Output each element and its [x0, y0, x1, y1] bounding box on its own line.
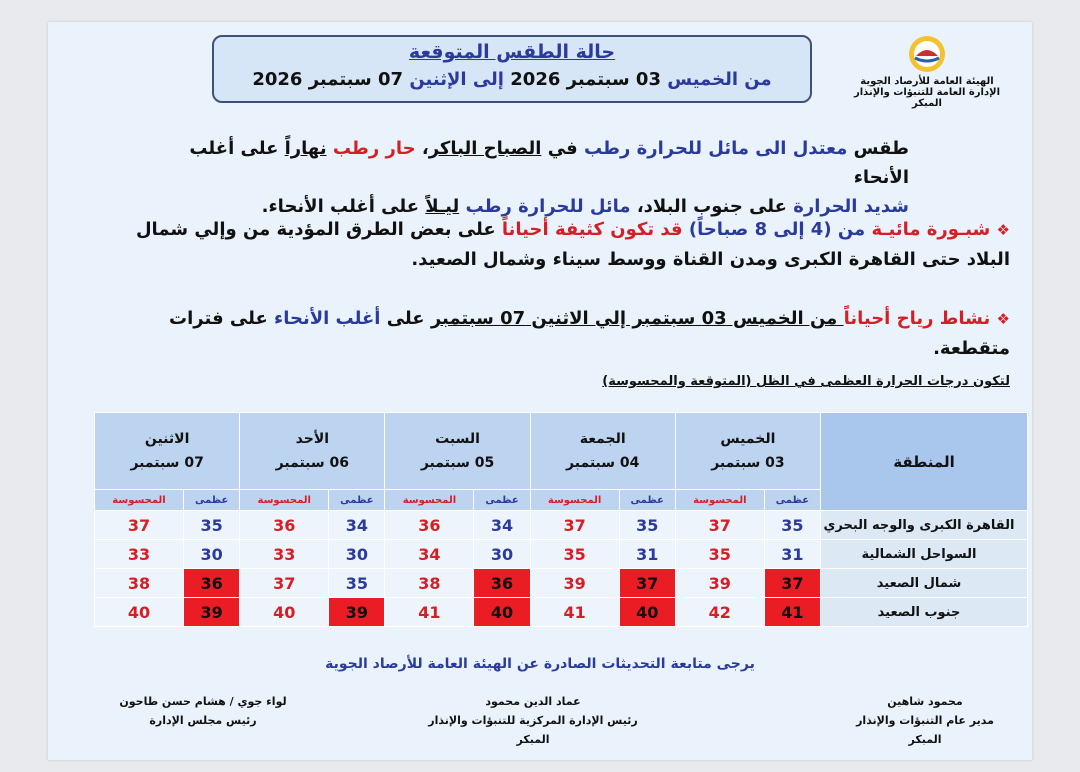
max-cell: 31 [764, 540, 820, 569]
sub-header-max: عظمى [619, 490, 675, 511]
region-header: المنطقة [821, 413, 1028, 511]
max-cell: 40 [619, 598, 675, 627]
table-row [95, 569, 1028, 598]
max-cell: 37 [764, 569, 820, 598]
feel-cell: 36 [385, 511, 474, 540]
feel-cell: 35 [675, 540, 764, 569]
logo-line-2: الإدارة العامة للتنبؤات والإنذار المبكر [853, 87, 1000, 109]
sub-header-max: عظمى [764, 490, 820, 511]
day-header: السبت 05 سبتمبر [385, 413, 530, 490]
forecast-paragraph-1: طقس معتدل الى مائل للحرارة رطب في الصباح الباكر، حار رطب نهاراً على أغلب الأنحاء شديد الحرارة على جنوب البلاد، مائل للحرارة رطب ليـلاً على أغلب الأنحاء. [189, 138, 909, 217]
max-cell: 34 [329, 511, 385, 540]
title-box [212, 35, 812, 103]
table-row [95, 511, 1028, 540]
signature-block: عماد الدين محمود رئيس الإدارة المركزية للتنبؤات والإنذار المبكر [428, 695, 638, 746]
region-cell: القاهرة الكبرى والوجه البحري [821, 511, 1028, 540]
day-header: الأحد 06 سبتمبر [240, 413, 385, 490]
max-cell: 30 [474, 540, 530, 569]
region-cell: السواحل الشمالية [821, 540, 1028, 569]
logo-emblem-icon [902, 34, 952, 74]
table-header-row [95, 413, 1028, 490]
date-range: من الخميس 03 سبتمبر 2026 إلى الإثنين 07 سبتمبر 2026 [252, 69, 772, 90]
sub-header-max: عظمى [474, 490, 530, 511]
sub-header-feel: المحسوسة [95, 490, 184, 511]
signature-block: لواء جوي / هشام حسن طاحون رئيس مجلس الإدارة [119, 695, 287, 727]
signature-block: محمود شاهين مدير عام التنبؤات والإنذار المبكر [856, 695, 994, 746]
bullet-diamond-icon: ❖ [996, 310, 1010, 328]
feel-cell: 37 [240, 569, 329, 598]
max-cell: 35 [329, 569, 385, 598]
sub-header-max: عظمى [184, 490, 240, 511]
day-header: الخميس 03 سبتمبر [675, 413, 820, 490]
table-row [95, 540, 1028, 569]
feel-cell: 33 [240, 540, 329, 569]
feel-cell: 41 [530, 598, 619, 627]
feel-cell: 39 [530, 569, 619, 598]
updates-note: يرجى متابعة التحديثات الصادرة عن الهيئة العامة للأرصاد الجوية [325, 656, 755, 672]
day-header: الجمعة 04 سبتمبر [530, 413, 675, 490]
wind-bullet: ❖ نشاط رياح أحياناً من الخميس 03 سبتمبر إلي الاثنين 07 سبتمبر على أغلب الأنحاء على فترات متقطعة. [169, 308, 1010, 359]
feel-cell: 38 [385, 569, 474, 598]
max-cell: 30 [184, 540, 240, 569]
feel-cell: 37 [675, 511, 764, 540]
feel-cell: 37 [530, 511, 619, 540]
feel-cell: 40 [95, 598, 184, 627]
feel-cell: 42 [675, 598, 764, 627]
sub-header-feel: المحسوسة [240, 490, 329, 511]
max-cell: 39 [184, 598, 240, 627]
sub-header-feel: المحسوسة [530, 490, 619, 511]
max-cell: 34 [474, 511, 530, 540]
temperature-table [94, 412, 1028, 627]
feel-cell: 36 [240, 511, 329, 540]
logo-line-1: الهيئة العامة للأرصاد الجوية [860, 76, 994, 87]
table-caption: لتكون درجات الحرارة العظمى في الظل (المتوقعة والمحسوسة) [602, 374, 1010, 389]
max-cell: 35 [184, 511, 240, 540]
feel-cell: 40 [240, 598, 329, 627]
bullet-diamond-icon: ❖ [996, 221, 1010, 239]
sub-header-feel: المحسوسة [385, 490, 474, 511]
forecast-document [48, 22, 1032, 760]
feel-cell: 33 [95, 540, 184, 569]
max-cell: 30 [329, 540, 385, 569]
max-cell: 36 [474, 569, 530, 598]
sub-header-max: عظمى [329, 490, 385, 511]
sub-header-feel: المحسوسة [675, 490, 764, 511]
max-cell: 39 [329, 598, 385, 627]
feel-cell: 35 [530, 540, 619, 569]
page-title: حالة الطقس المتوقعة [408, 41, 616, 63]
max-cell: 41 [764, 598, 820, 627]
table-row [95, 598, 1028, 627]
max-cell: 35 [619, 511, 675, 540]
feel-cell: 38 [95, 569, 184, 598]
feel-cell: 34 [385, 540, 474, 569]
feel-cell: 37 [95, 511, 184, 540]
day-header: الاثنين 07 سبتمبر [95, 413, 240, 490]
ema-logo [847, 34, 1007, 109]
max-cell: 37 [619, 569, 675, 598]
region-cell: جنوب الصعيد [821, 598, 1028, 627]
region-cell: شمال الصعيد [821, 569, 1028, 598]
fog-bullet: ❖ شبـورة مائيـة من (4 إلى 8 صباحاً) قد تكون كثيفة أحياناً على بعض الطرق المؤدية من وإلي شمال البلاد حتى القاهرة الكبرى ومدن القناة ووسط سيناء وشمال الصعيد. [135, 219, 1010, 270]
feel-cell: 39 [675, 569, 764, 598]
max-cell: 31 [619, 540, 675, 569]
max-cell: 40 [474, 598, 530, 627]
feel-cell: 41 [385, 598, 474, 627]
max-cell: 36 [184, 569, 240, 598]
max-cell: 35 [764, 511, 820, 540]
